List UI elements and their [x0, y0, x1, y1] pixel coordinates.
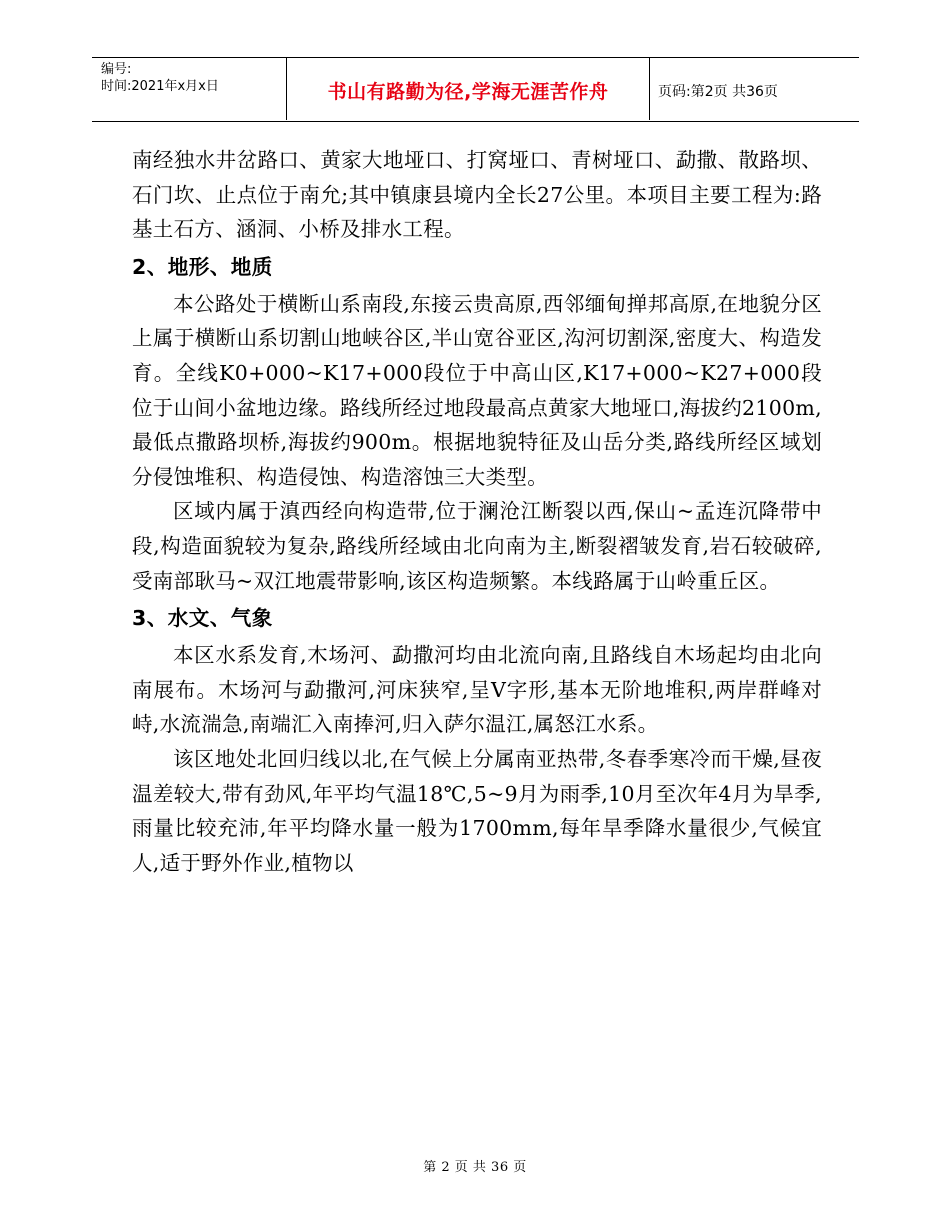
page-footer: 第 2 页 共 36 页: [423, 1160, 527, 1175]
document-number-label: 编号:: [101, 62, 132, 77]
header-meta: [101, 61, 291, 95]
header-page-info: 页码:第2页 共36页: [658, 84, 778, 100]
body-paragraph-geology: 区域内属于滇西经向构造带,位于澜沧江断裂以西,保山~孟连沉降带中段,构造面貌较为复杂,路线所经域由北向南为主,断裂褶皱发育,岩石较破碎,受南部耿马~双江地震带影响,该区构造频繁。本线路属于山岭重丘区。: [132, 499, 822, 593]
page-header: [92, 57, 859, 122]
section-heading-terrain: 2、地形、地质: [132, 254, 273, 279]
body-paragraph-climate: 该区地处北回归线以北,在气候上分属南亚热带,冬春季寒冷而干燥,昼夜温差较大,带有劲风,年平均气温18℃,5~9月为雨季,10月至次年4月为旱季,雨量比较充沛,年平均降水量一般为1700mm,每年旱季降水量很少,气候宜人,适于野外作业,植物以: [132, 746, 822, 875]
header-motto: 书山有路勤为径,学海无涯苦作舟: [327, 81, 609, 103]
body-paragraph-route: 南经独水井岔路口、黄家大地垭口、打窝垭口、青树垭口、勐撒、散路坝、石门坎、止点位于南允;其中镇康县境内全长27公里。本项目主要工程为:路基土石方、涵洞、小桥及排水工程。: [132, 148, 822, 242]
body-paragraph-hydrology: 本区水系发育,木场河、勐撒河均由北流向南,且路线自木场起均由北向南展布。木场河与勐撒河,河床狭窄,呈V字形,基本无阶地堆积,两岸群峰对峙,水流湍急,南端汇入南捧河,归入萨尔温江,属怒江水系。: [132, 643, 822, 737]
section-heading-hydrology: 3、水文、气象: [132, 606, 273, 631]
body-paragraph-terrain: 本公路处于横断山系南段,东接云贵高原,西邻缅甸掸邦高原,在地貌分区上属于横断山系切割山地峡谷区,半山宽谷亚区,沟河切割深,密度大、构造发育。全线K0+000~K17+000段位于中高山区,K17+000~K27+000段位于山间小盆地边缘。路线所经过地段最高点黄家大地垭口,海拔约2100m,最低点撒路坝桥,海拔约900m。根据地貌特征及山岳分类,路线所经区域划分侵蚀堆积、构造侵蚀、构造溶蚀三大类型。: [132, 291, 822, 489]
header-motto-box: [286, 58, 650, 120]
document-body: [132, 143, 822, 880]
document-time-label: 时间:2021年x月x日: [101, 79, 219, 94]
